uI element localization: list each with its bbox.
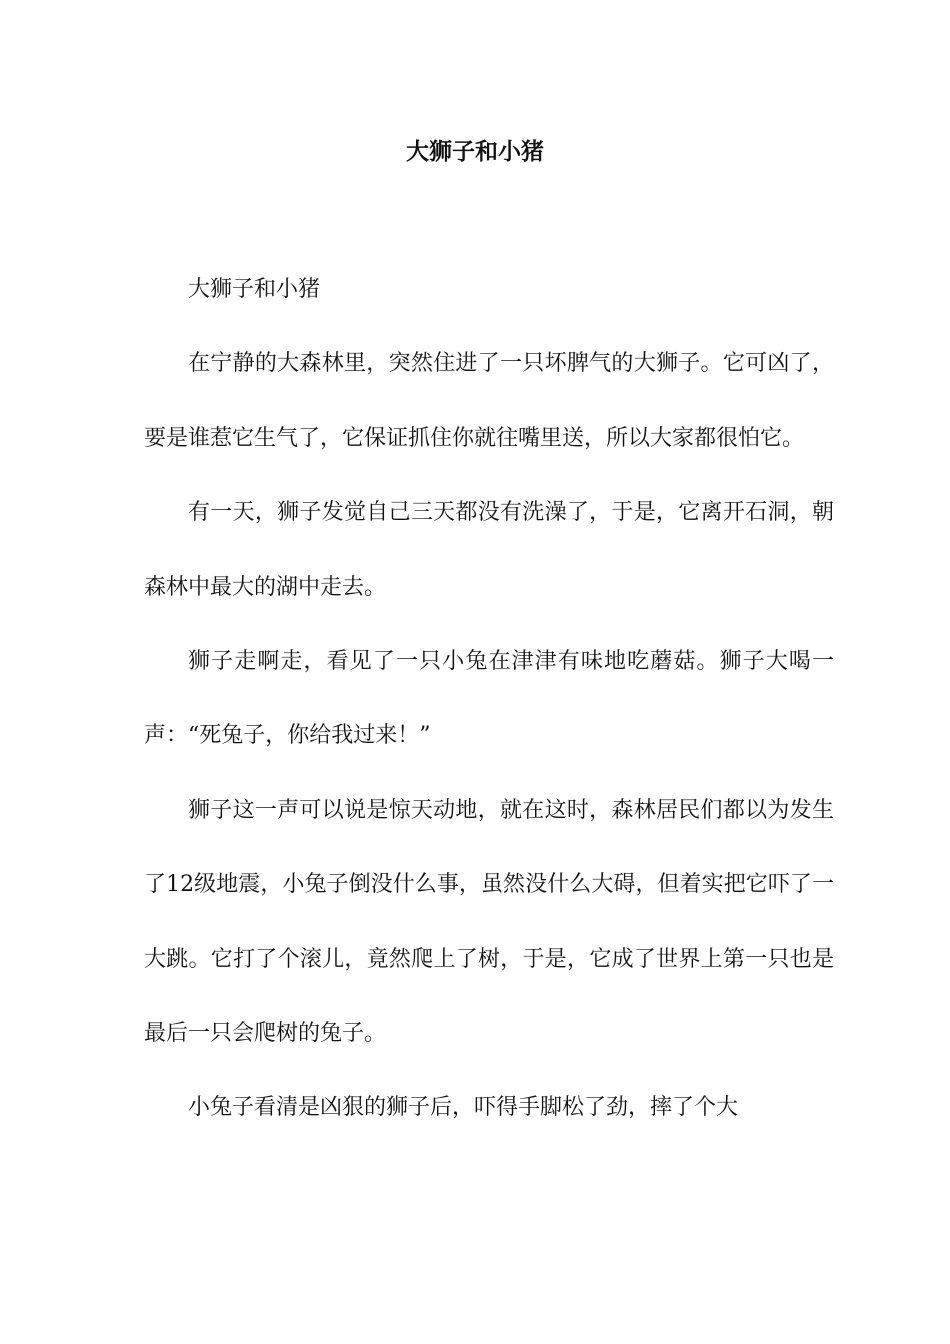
paragraph: 狮子这一声可以说是惊天动地，就在这时，森林居民们都以为发生了12级地震，小兔子倒没什么事，虽然没什么大碍，但着实把它吓了一大跳。它打了个滚儿，竟然爬上了树，于是，它成了世界上第一只也是最后一只会爬树的兔子。 [144, 797, 834, 1047]
document-title: 大狮子和小猪 [406, 138, 544, 165]
paragraph: 有一天，狮子发觉自己三天都没有洗澡了，于是，它离开石洞，朝森林中最大的湖中走去。 [144, 500, 834, 600]
paragraph: 狮子走啊走，看见了一只小兔在津津有味地吃蘑菇。狮子大喝一声：“死兔子，你给我过来！” [144, 649, 834, 749]
paragraph: 小兔子看清是凶狠的狮子后，吓得手脚松了劲，摔了个大 [188, 1095, 739, 1121]
paragraph-subtitle: 大狮子和小猪 [188, 277, 321, 302]
paragraph: 在宁静的大森林里，突然住进了一只坏脾气的大狮子。它可凶了，要是谁惹它生气了，它保证抓住你就往嘴里送，所以大家都很怕它。 [144, 351, 834, 451]
document-body [144, 253, 834, 1146]
